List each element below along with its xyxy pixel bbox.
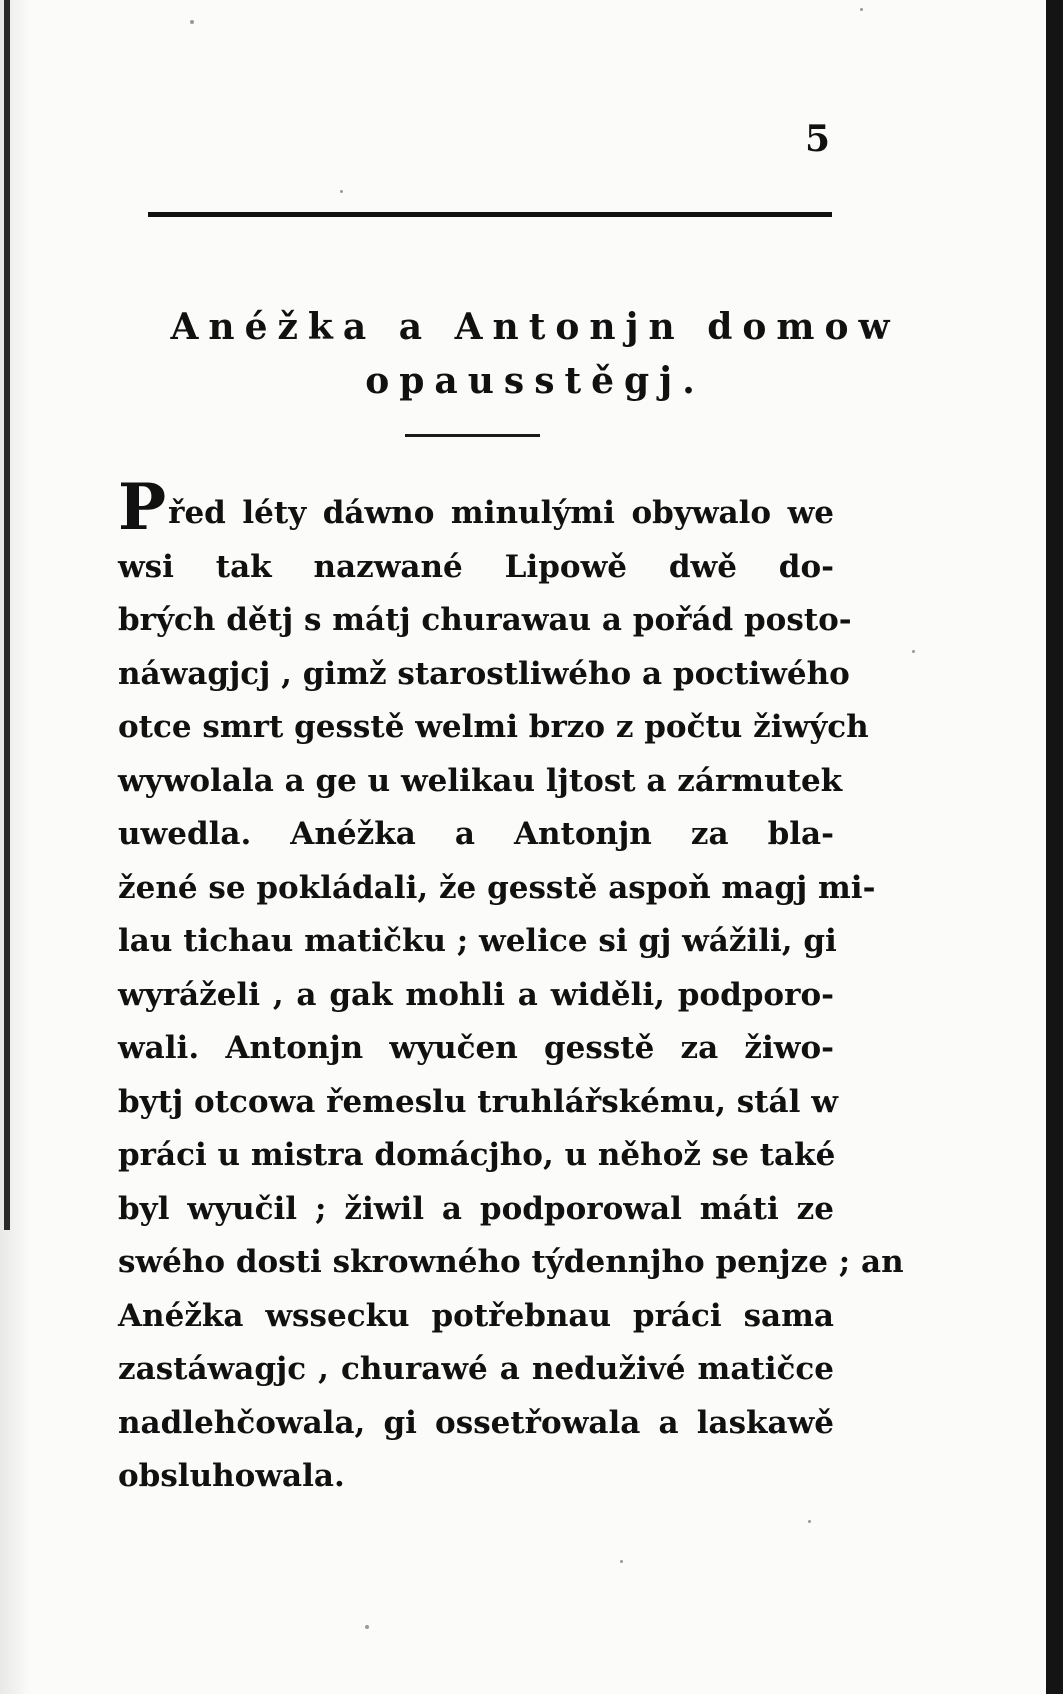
text-line: lau tichau matičku ; welice si gj wážili, gi — [118, 923, 837, 959]
text-line: žené se pokládali, že gesstě aspoň magj mi- — [118, 869, 876, 906]
text-line: zastáwagjc , churawé a neduživé matičce — [118, 1351, 834, 1387]
text-line: práci u mistra domácjho, u něhož se také — [118, 1137, 836, 1173]
header-rule — [148, 212, 832, 217]
binding-edge-line — [4, 0, 10, 1230]
text-line: nadlehčowala, gi ossetřowala a laskawě — [118, 1404, 834, 1441]
text-line: wywolala a ge u welikau ljtost a zármutek — [118, 762, 843, 799]
text-line: uwedla. Anéžka a Antonjn za bla- — [118, 816, 834, 852]
text-line: wali. Antonjn wyučen gesstě za žiwo- — [118, 1030, 834, 1066]
text-line: brých dětj s mátj churawau a pořád posto- — [118, 602, 852, 638]
text-line: swého dosti skrowného týdennjho penjze ; an — [118, 1244, 904, 1280]
text-line: byl wyučil ; žiwil a podporowal máti ze — [118, 1190, 834, 1227]
text-line: wsi tak nazwané Lipowě dwě do- — [118, 548, 834, 585]
text-line: bytj otcowa řemeslu truhlářskému, stál w — [118, 1083, 838, 1120]
text-line — [118, 470, 834, 545]
text-line: Anéžka wssecku potřebnau práci sama — [118, 1297, 834, 1334]
chapter-title — [120, 300, 950, 408]
chapter-title-line-1: Anéžka a Antonjn domow — [170, 306, 900, 348]
chapter-title-line-2: opausstěgj. — [365, 360, 705, 402]
drop-initial: P — [118, 470, 167, 545]
text-line: obsluhowala. — [118, 1458, 345, 1494]
page-number: 5 — [805, 118, 832, 160]
page-edge-shadow — [1046, 0, 1063, 1694]
text-line: otce smrt gesstě welmi brzo z počtu žiwých — [118, 709, 869, 745]
text-line: náwagjcj , gimž starostliwého a poctiwého — [118, 655, 850, 692]
body-paragraph — [118, 470, 904, 1504]
text-line: wyráželi , a gak mohli a widěli, podporo- — [118, 976, 834, 1013]
title-divider — [405, 434, 540, 437]
text-line-content: řed léty dáwno minulými obywalo we — [168, 495, 834, 531]
